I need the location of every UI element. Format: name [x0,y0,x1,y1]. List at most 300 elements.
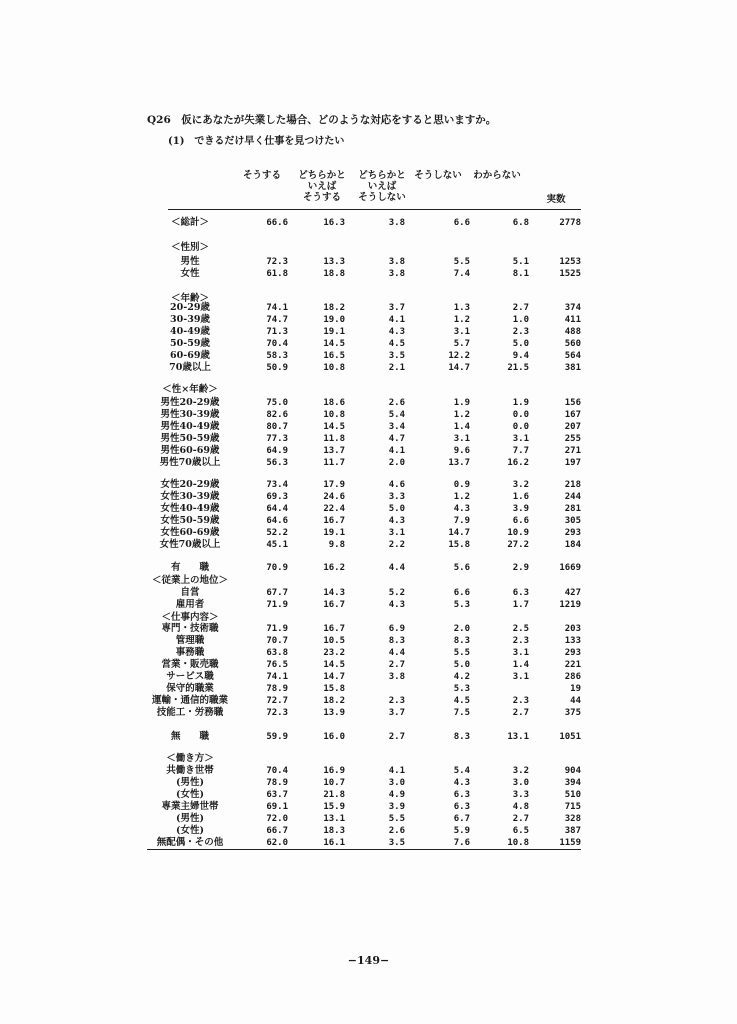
row-label: 保守的職業 [166,683,214,694]
cell-value: 9.8 [328,540,345,550]
row-label: サービス職 [166,671,214,682]
cell-value: 3.1 [512,648,529,658]
cell-value: 67.7 [266,588,288,598]
column-header-1 [232,170,292,181]
table-row [0,503,737,515]
cell-value: 4.3 [388,516,405,526]
table-row [0,707,737,719]
cell-value: 4.3 [453,778,470,788]
cell-value: 3.1 [388,528,405,538]
cell-value: 293 [564,648,581,658]
cell-value: 10.8 [323,410,345,420]
row-label: 自営 [180,587,200,598]
cell-value: 4.3 [388,327,405,337]
table-row [0,314,737,326]
cell-value: 2.6 [388,398,405,408]
cell-value: 1669 [559,563,581,573]
row-label: 有 職 [170,562,209,573]
cell-value: 167 [564,410,581,420]
cell-value: 3.7 [388,708,405,718]
cell-value: 2.3 [512,327,529,337]
cell-value: 18.6 [323,398,345,408]
cell-value: 510 [564,790,581,800]
cell-value: 2.0 [453,624,470,634]
row-label: 無配偶・その他 [156,837,224,848]
column-header-line: 実数 [546,194,566,205]
cell-value: 5.5 [453,648,470,658]
row-label: (男性) [176,813,204,824]
cell-value: 6.6 [453,218,470,228]
column-header-5 [467,170,527,181]
cell-value: 221 [564,660,581,670]
row-label: 男性40-49歳 [160,421,220,432]
cell-value: 5.0 [453,660,470,670]
cell-value: 5.5 [388,814,405,824]
cell-value: 3.5 [388,351,405,361]
row-label: 男性50-59歳 [160,433,220,444]
page-number: −149− [347,954,390,967]
cell-value: 2.7 [388,732,405,742]
cell-value: 2.7 [512,814,529,824]
row-label: 男性 [180,256,200,267]
row-label: 共働き世帯 [166,765,214,776]
cell-value: 3.0 [388,778,405,788]
cell-value: 156 [564,398,581,408]
cell-value: 6.6 [453,588,470,598]
table-row [0,491,737,503]
cell-value: 62.0 [266,838,288,848]
table-row [0,683,737,695]
cell-value: 1219 [559,600,581,610]
cell-value: 16.2 [323,563,345,573]
cell-value: 1.7 [512,600,529,610]
cell-value: 2.7 [512,708,529,718]
cell-value: 4.1 [388,446,405,456]
row-label: ＜年齢＞ [170,293,209,304]
cell-value: 69.1 [266,802,288,812]
cell-value: 13.7 [448,458,470,468]
table-row [0,384,737,396]
cell-value: 7.7 [512,446,529,456]
cell-value: 74.1 [266,303,288,313]
cell-value: 3.1 [453,327,470,337]
table-row [0,789,737,801]
cell-value: 64.9 [266,446,288,456]
cell-value: 3.2 [512,766,529,776]
cell-value: 0.0 [512,410,529,420]
cell-value: 4.8 [512,802,529,812]
cell-value: 61.8 [266,269,288,279]
cell-value: 3.3 [512,790,529,800]
cell-value: 10.9 [507,528,529,538]
cell-value: 71.9 [266,624,288,634]
cell-value: 374 [564,303,581,313]
table-row [0,825,737,837]
cell-value: 0.9 [453,480,470,490]
cell-value: 5.6 [453,563,470,573]
cell-value: 560 [564,339,581,349]
cell-value: 10.8 [323,363,345,373]
cell-value: 13.3 [323,257,345,267]
cell-value: 5.4 [453,766,470,776]
row-label: 女性20-29歳 [160,479,220,490]
cell-value: 13.1 [323,814,345,824]
cell-value: 15.8 [323,684,345,694]
row-label: 30-39歳 [170,314,210,325]
column-header-line: わからない [473,170,521,181]
cell-value: 2.5 [512,624,529,634]
table-row [0,397,737,409]
table-row [0,587,737,599]
cell-value: 82.6 [266,410,288,420]
cell-value: 7.5 [453,708,470,718]
table-row [0,457,737,469]
cell-value: 3.5 [388,838,405,848]
cell-value: 72.3 [266,257,288,267]
cell-value: 16.7 [323,624,345,634]
cell-value: 4.1 [388,315,405,325]
cell-value: 21.8 [323,790,345,800]
cell-value: 4.5 [453,696,470,706]
column-header-line: そうする [242,170,281,181]
cell-value: 5.9 [453,826,470,836]
table-row [0,527,737,539]
cell-value: 16.0 [323,732,345,742]
cell-value: 70.4 [266,766,288,776]
table-row [0,562,737,574]
table-row [0,256,737,268]
cell-value: 70.7 [266,636,288,646]
cell-value: 66.7 [266,826,288,836]
row-label: 70歳以上 [169,362,211,373]
cell-value: 13.9 [323,708,345,718]
row-label: ＜総計＞ [170,217,209,228]
cell-value: 6.6 [512,516,529,526]
cell-value: 70.9 [266,563,288,573]
cell-value: 14.7 [323,672,345,682]
cell-value: 3.9 [512,504,529,514]
cell-value: 3.1 [512,434,529,444]
row-label: ＜従業上の地位＞ [151,575,228,586]
cell-value: 18.2 [323,696,345,706]
table-row [0,338,737,350]
cell-value: 2.7 [512,303,529,313]
table-row [0,302,737,314]
cell-value: 8.1 [512,269,529,279]
cell-value: 1.2 [453,492,470,502]
cell-value: 66.6 [266,218,288,228]
cell-value: 71.9 [266,600,288,610]
table-row [0,765,737,777]
table-row [0,753,737,765]
cell-value: 78.9 [266,684,288,694]
column-header-4 [408,170,468,181]
row-label: 男性20-29歳 [160,397,220,408]
cell-value: 3.8 [388,218,405,228]
cell-value: 18.2 [323,303,345,313]
table-row [0,515,737,527]
cell-value: 73.4 [266,480,288,490]
cell-value: 2.3 [512,636,529,646]
table-bottom-rule [147,849,581,850]
cell-value: 14.5 [323,422,345,432]
cell-value: 45.1 [266,540,288,550]
row-label: ＜働き方＞ [166,753,214,764]
cell-value: 58.3 [266,351,288,361]
cell-value: 5.3 [453,684,470,694]
cell-value: 44 [570,696,581,706]
row-label: (女性) [176,825,204,836]
cell-value: 19.1 [323,528,345,538]
cell-value: 2.2 [388,540,405,550]
cell-value: 17.9 [323,480,345,490]
cell-value: 52.2 [266,528,288,538]
cell-value: 6.3 [512,588,529,598]
cell-value: 78.9 [266,778,288,788]
row-label: 無 職 [170,731,209,742]
cell-value: 3.9 [388,802,405,812]
table-row [0,813,737,825]
cell-value: 1051 [559,732,581,742]
cell-value: 3.1 [512,672,529,682]
cell-value: 11.7 [323,458,345,468]
cell-value: 16.1 [323,838,345,848]
cell-value: 64.6 [266,516,288,526]
table-row [0,242,737,254]
cell-value: 203 [564,624,581,634]
row-label: 女性60-69歳 [160,527,220,538]
cell-value: 9.4 [512,351,529,361]
cell-value: 4.1 [388,766,405,776]
column-header-line: いえば [307,181,337,192]
table-top-rule [168,209,581,210]
cell-value: 4.2 [453,672,470,682]
table-row [0,599,737,611]
cell-value: 72.0 [266,814,288,824]
cell-value: 2.3 [388,696,405,706]
row-label: 50-59歳 [170,338,210,349]
cell-value: 2.7 [388,660,405,670]
cell-value: 7.9 [453,516,470,526]
cell-value: 16.9 [323,766,345,776]
cell-value: 4.3 [453,504,470,514]
cell-value: 4.4 [388,563,405,573]
cell-value: 3.1 [453,434,470,444]
cell-value: 69.3 [266,492,288,502]
cell-value: 564 [564,351,581,361]
cell-value: 10.5 [323,636,345,646]
cell-value: 715 [564,802,581,812]
cell-value: 1.3 [453,303,470,313]
cell-value: 7.4 [453,269,470,279]
cell-value: 0.0 [512,422,529,432]
table-row [0,695,737,707]
cell-value: 13.7 [323,446,345,456]
cell-value: 2778 [559,218,581,228]
cell-value: 271 [564,446,581,456]
cell-value: 76.5 [266,660,288,670]
row-label: 男性60-69歳 [160,445,220,456]
cell-value: 4.3 [388,600,405,610]
cell-value: 5.5 [453,257,470,267]
row-label: 女性50-59歳 [160,515,220,526]
cell-value: 1525 [559,269,581,279]
row-label: 事務職 [175,647,205,658]
cell-value: 293 [564,528,581,538]
cell-value: 74.7 [266,315,288,325]
cell-value: 244 [564,492,581,502]
table-row [0,659,737,671]
row-label: 女性 [180,268,200,279]
column-header-line: そうする [302,192,341,203]
column-header-line: どちらかと [298,170,346,181]
row-label: 女性70歳以上 [159,539,221,550]
row-label: 男性30-39歳 [160,409,220,420]
row-label: ＜仕事内容＞ [161,612,219,623]
cell-value: 387 [564,826,581,836]
cell-value: 305 [564,516,581,526]
row-label: ＜性×年齢＞ [162,384,218,395]
cell-value: 72.7 [266,696,288,706]
cell-value: 8.3 [388,636,405,646]
cell-value: 27.2 [507,540,529,550]
table-row [0,635,737,647]
column-header-line: そうしない [358,192,406,203]
cell-value: 133 [564,636,581,646]
cell-value: 904 [564,766,581,776]
row-label: 60-69歳 [170,350,210,361]
cell-value: 77.3 [266,434,288,444]
column-header-line: どちらかと [358,170,406,181]
cell-value: 6.3 [453,802,470,812]
cell-value: 18.3 [323,826,345,836]
table-row [0,217,737,229]
cell-value: 1253 [559,257,581,267]
cell-value: 6.3 [453,790,470,800]
cell-value: 5.3 [453,600,470,610]
cell-value: 16.7 [323,600,345,610]
cell-value: 50.9 [266,363,288,373]
table-row [0,539,737,551]
column-header-6 [526,194,586,205]
cell-value: 427 [564,588,581,598]
table-row [0,433,737,445]
cell-value: 4.6 [388,480,405,490]
cell-value: 72.3 [266,708,288,718]
row-label: 20-29歳 [170,302,210,313]
table-row [0,350,737,362]
cell-value: 3.2 [512,480,529,490]
cell-value: 3.8 [388,672,405,682]
cell-value: 63.8 [266,648,288,658]
cell-value: 1.0 [512,315,529,325]
table-row [0,326,737,338]
table-row [0,362,737,374]
row-label: 運輸・通信的職業 [151,695,228,706]
cell-value: 5.2 [388,588,405,598]
column-header-3 [352,170,412,203]
cell-value: 4.9 [388,790,405,800]
row-label: (女性) [176,789,204,800]
cell-value: 6.9 [388,624,405,634]
cell-value: 14.5 [323,660,345,670]
cell-value: 6.8 [512,218,529,228]
cell-value: 1.9 [512,398,529,408]
cell-value: 14.7 [448,528,470,538]
cell-value: 19.0 [323,315,345,325]
table-row [0,445,737,457]
cell-value: 9.6 [453,446,470,456]
row-label: 女性30-39歳 [160,491,220,502]
row-label: ＜性別＞ [170,242,209,253]
cell-value: 3.8 [388,257,405,267]
table-row [0,575,737,587]
cell-value: 15.9 [323,802,345,812]
cell-value: 21.5 [507,363,529,373]
cell-value: 24.6 [323,492,345,502]
cell-value: 218 [564,480,581,490]
cell-value: 71.3 [266,327,288,337]
cell-value: 375 [564,708,581,718]
cell-value: 14.3 [323,588,345,598]
cell-value: 2.3 [512,696,529,706]
row-label: 営業・販売職 [161,659,219,670]
cell-value: 5.1 [512,257,529,267]
cell-value: 19 [570,684,581,694]
cell-value: 1159 [559,838,581,848]
cell-value: 70.4 [266,339,288,349]
cell-value: 80.7 [266,422,288,432]
cell-value: 5.7 [453,339,470,349]
cell-value: 6.5 [512,826,529,836]
row-label: (男性) [176,777,204,788]
cell-value: 1.2 [453,315,470,325]
cell-value: 2.0 [388,458,405,468]
cell-value: 328 [564,814,581,824]
cell-value: 64.4 [266,504,288,514]
cell-value: 286 [564,672,581,682]
cell-value: 1.6 [512,492,529,502]
cell-value: 22.4 [323,504,345,514]
cell-value: 2.6 [388,826,405,836]
row-label: 専業主婦世帯 [161,801,219,812]
cell-value: 3.8 [388,269,405,279]
row-label: 技能工・労務職 [156,707,224,718]
cell-value: 8.3 [453,636,470,646]
cell-value: 1.2 [453,410,470,420]
cell-value: 11.8 [323,434,345,444]
row-label: 管理職 [175,635,205,646]
row-label: 40-49歳 [170,326,210,337]
cell-value: 1.4 [512,660,529,670]
cell-value: 23.2 [323,648,345,658]
cell-value: 1.9 [453,398,470,408]
table-row [0,647,737,659]
cell-value: 18.8 [323,269,345,279]
cell-value: 1.4 [453,422,470,432]
table-row [0,268,737,280]
cell-value: 13.1 [507,732,529,742]
column-header-line: そうしない [414,170,462,181]
cell-value: 197 [564,458,581,468]
cell-value: 4.4 [388,648,405,658]
cell-value: 63.7 [266,790,288,800]
cell-value: 255 [564,434,581,444]
cell-value: 10.7 [323,778,345,788]
cell-value: 411 [564,315,581,325]
table-row [0,409,737,421]
cell-value: 3.7 [388,303,405,313]
